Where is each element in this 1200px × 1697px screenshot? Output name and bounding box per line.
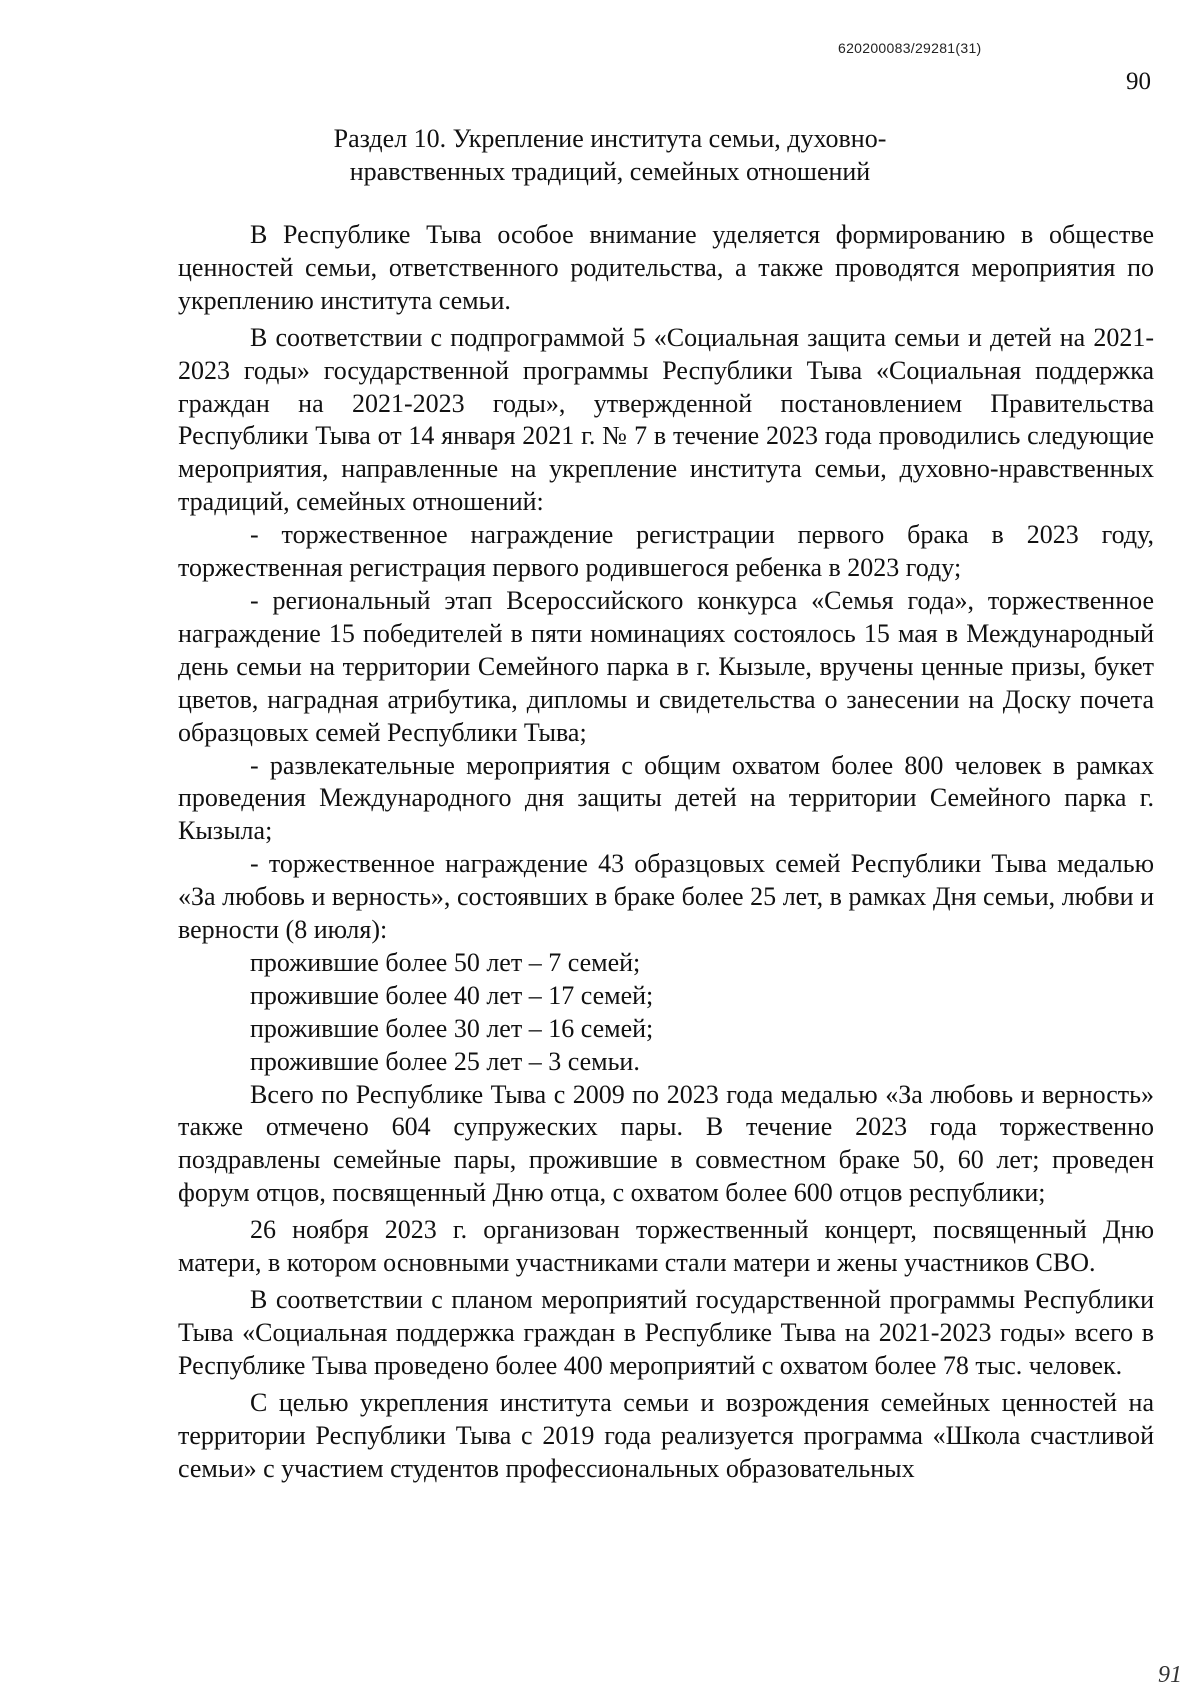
paragraph-subprogram: В соответствии с подпрограммой 5 «Социальная защита семьи и детей на 2021-2023 годы» государственной программы Республики Тыва «Социальная поддержка граждан на 2021-2023 годы», утвержденной постановлением Правительства Республики Тыва от 14 января 2021 г. № 7 в течение 2023 года проводились следующие мероприятия, направленные на укрепление института семьи, духовно-нравственных традиций, семейных отношений: (178, 322, 1154, 517)
medal-list-item: прожившие более 50 лет – 7 семей; (250, 947, 641, 977)
list-item-medal-award: - торжественное награждение 43 образцовых семей Республики Тыва медалью «За любовь и верность», состоявших в браке более 25 лет, в рамках Дня семьи, любви и верности (8 июля): (178, 849, 1154, 945)
paragraph-intro: В Республике Тыва особое внимание уделяется формированию в обществе ценностей семьи, ответственного родительства, а также проводятся мероприятия по укреплению института семьи. (178, 220, 1154, 315)
handwritten-page-mark: 91 (1158, 1662, 1182, 1688)
document-body (178, 219, 1154, 1485)
paragraph-medal-total: Всего по Республике Тыва с 2009 по 2023 года медалью «За любовь и верность» также отмечено 604 супружеских пары. В течение 2023 года торжественно поздравлены семейные пары, прожившие в совместном браке 50, 60 лет; проведен форум отцов, посвященный Дню отца, с охватом более 600 отцов республики; (178, 1079, 1154, 1208)
page-number: 90 (1126, 68, 1151, 95)
medal-list-item: прожившие более 30 лет – 16 семей; (250, 1013, 654, 1043)
section-title-line-2: нравственных традиций, семейных отношений (349, 157, 871, 186)
medal-list-item: прожившие более 40 лет – 17 семей; (250, 980, 654, 1010)
document-id: 620200083/29281(31) (838, 40, 982, 56)
list-item-childrens-day: - развлекательные мероприятия с общим охватом более 800 человек в рамках проведения Международного дня защиты детей на территории Семейного парка г. Кызыла; (178, 750, 1154, 846)
section-title-line-1: Раздел 10. Укрепление института семьи, духовно- (333, 124, 887, 153)
paragraph-happy-family-school: С целью укрепления института семьи и возрождения семейных ценностей на территории Республики Тыва с 2019 года реализуется программа «Школа счастливой семьи» с участием студентов профессиональных образовательных (178, 1387, 1154, 1483)
list-item-family-of-year: - региональный этап Всероссийского конкурса «Семья года», торжественное награждение 15 победителей в пяти номинациях состоялось 15 мая в Международный день семьи на территории Семейного парка в г. Кызыле, вручены ценные призы, букет цветов, наградная атрибутика, дипломы и свидетельства о занесении на Доску почета образцовых семей Республики Тыва; (178, 585, 1154, 747)
paragraph-program-events: В соответствии с планом мероприятий государственной программы Республики Тыва «Социальная поддержка граждан в Республике Тыва на 2021-2023 годы» всего в Республике Тыва проведено более 400 мероприятий с охватом более 78 тыс. человек. (178, 1285, 1154, 1380)
list-item-first-marriage: - торжественное награждение регистрации первого брака в 2023 году, торжественная регистрация первого родившегося ребенка в 2023 году; (178, 520, 1154, 583)
medal-list-item: прожившие более 25 лет – 3 семьи. (250, 1046, 640, 1076)
section-title (180, 122, 1040, 188)
paragraph-mothers-day: 26 ноября 2023 г. организован торжественный концерт, посвященный Дню матери, в котором основными участниками стали матери и жены участников СВО. (178, 1215, 1154, 1278)
